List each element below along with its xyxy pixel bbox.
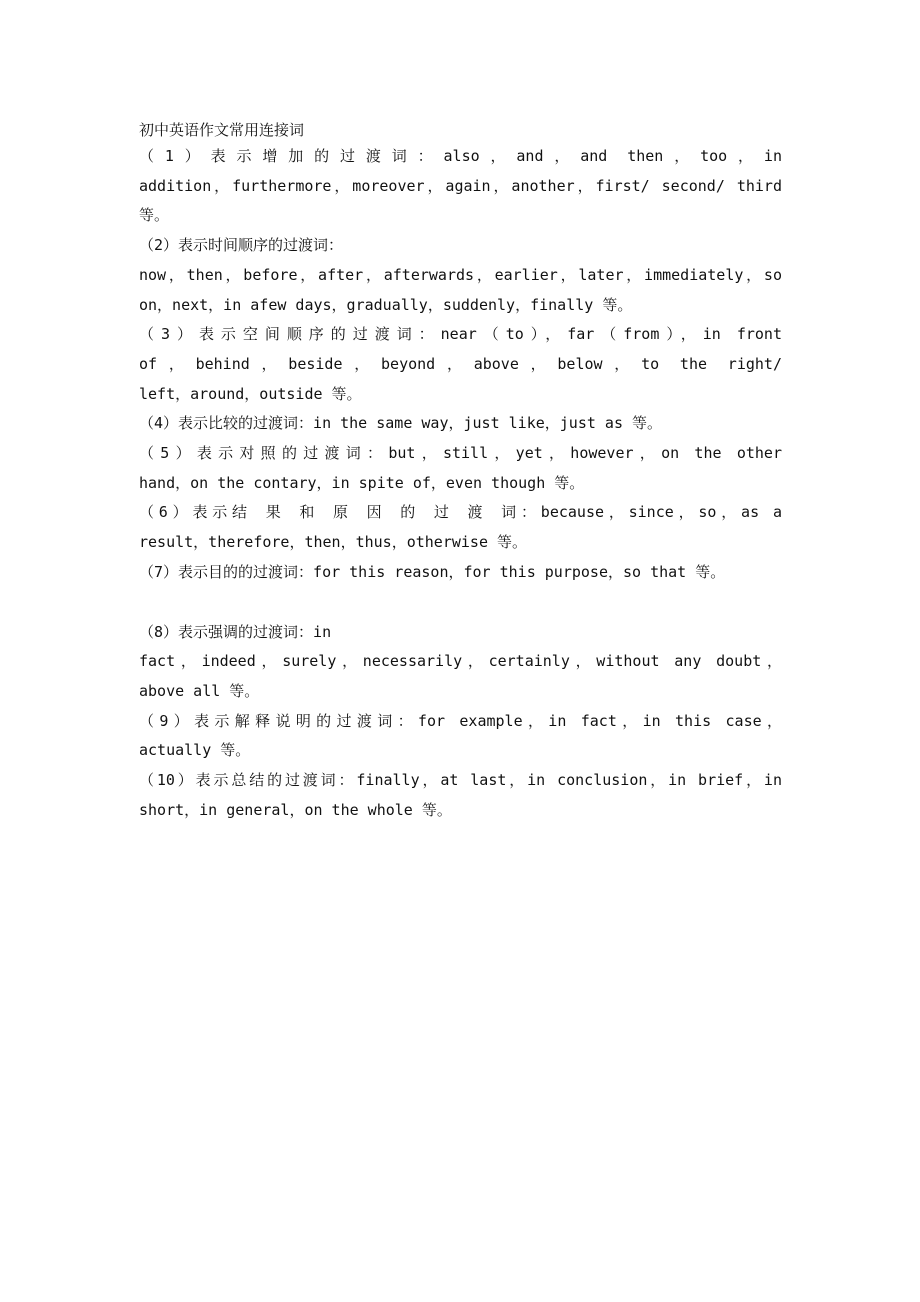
text-line: on，next，in afew days，gradually，suddenly，finally 等。 xyxy=(139,295,633,314)
list-item xyxy=(139,320,782,409)
list-item xyxy=(139,231,782,320)
list-item xyxy=(139,439,782,498)
text-line: （7）表示目的的过渡词：for this reason，for this purpose，so that 等。 xyxy=(139,562,726,581)
text-line: result，therefore，then，thus，otherwise 等。 xyxy=(139,533,528,552)
text-line: （10）表示总结的过渡词：finally，at last，in conclusion，in brief，in xyxy=(139,771,782,790)
list-item xyxy=(139,707,782,766)
text-line: （6）表示结 果 和 原 因 的 过 渡 词：because，since，so，as a xyxy=(139,503,782,522)
list-item xyxy=(139,142,782,231)
document-title: 初中英语作文常用连接词 xyxy=(139,121,305,139)
text-line: left，around，outside 等。 xyxy=(139,384,362,403)
text-line: actually 等。 xyxy=(139,741,251,760)
text-line: （8）表示强调的过渡词：in xyxy=(139,622,332,641)
text-line: （9）表示解释说明的过渡词：for example，in fact，in this case， xyxy=(139,711,782,730)
text-line: （2）表示时间顺序的过渡词： xyxy=(139,236,344,255)
document-page xyxy=(139,118,782,825)
text-line: hand，on the contary，in spite of，even though 等。 xyxy=(139,473,585,492)
text-line: above all 等。 xyxy=(139,681,260,700)
list-item xyxy=(139,618,782,707)
text-line: （5）表示对照的过渡词：but，still，yet，however，on the other xyxy=(139,444,782,463)
blank-line xyxy=(139,588,782,618)
list-item xyxy=(139,766,782,825)
text-line: （3）表示空间顺序的过渡词：near（to），far（from），in front xyxy=(139,325,782,344)
text-line: （4）表示比较的过渡词：in the same way，just like，just as 等。 xyxy=(139,414,663,433)
list-item xyxy=(139,409,782,439)
list-item xyxy=(139,498,782,557)
text-line: fact，indeed，surely，necessarily，certainly，without any doubt， xyxy=(139,652,782,671)
text-line: now，then，before，after，afterwards，earlier，later，immediately，so xyxy=(139,265,782,284)
text-line: short，in general，on the whole 等。 xyxy=(139,800,452,819)
text-line: addition，furthermore，moreover，again，another，first/ second/ third xyxy=(139,176,782,195)
list-item xyxy=(139,558,782,588)
text-line: of，behind，beside，beyond，above，below，to the right/ xyxy=(139,354,782,373)
text-line: 等。 xyxy=(139,206,170,225)
text-line: （1）表示增加的过渡词：also，and，and then，too，in xyxy=(139,147,782,165)
